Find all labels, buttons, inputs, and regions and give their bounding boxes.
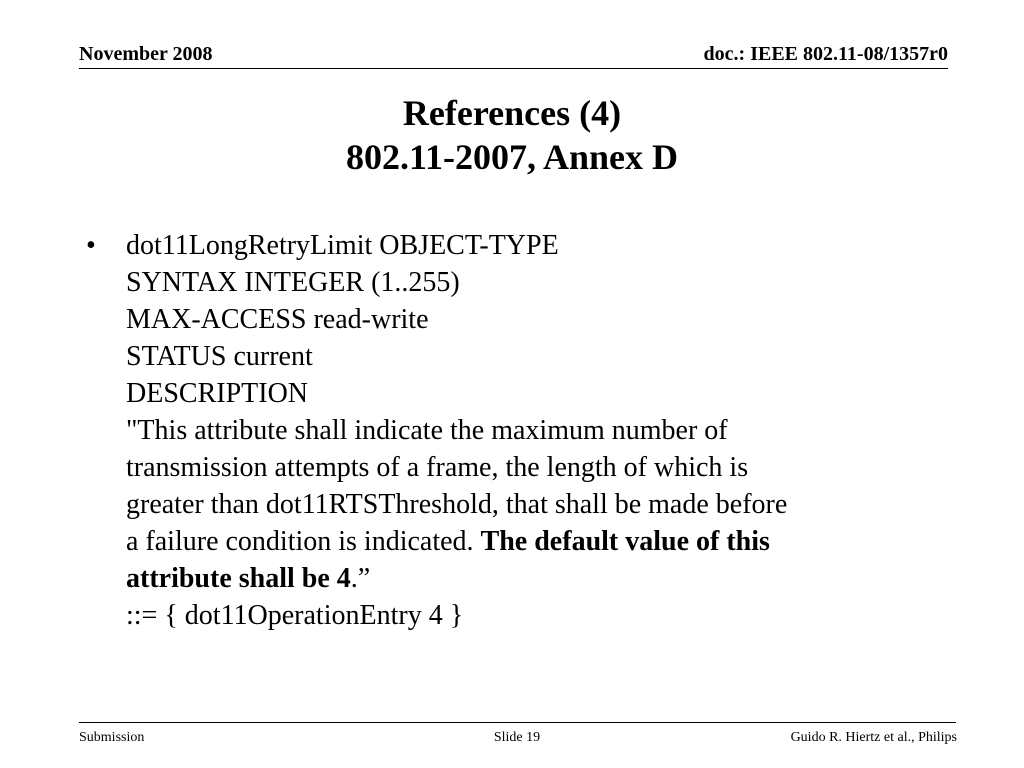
title-line-2: 802.11-2007, Annex D	[345, 137, 679, 177]
body-line-4: STATUS current	[126, 341, 313, 372]
body-line-1: dot11LongRetryLimit OBJECT-TYPE	[126, 230, 559, 261]
header-divider	[79, 68, 948, 69]
footer-author: Guido R. Hiertz et al., Philips	[790, 730, 957, 745]
body-line-10-tail: .”	[350, 563, 371, 594]
body-line-6: "This attribute shall indicate the maximum number of	[126, 415, 728, 446]
bullet-marker: •	[86, 230, 96, 261]
body-line-2: SYNTAX INTEGER (1..255)	[126, 267, 460, 298]
footer-divider	[79, 722, 956, 723]
title-line-1: References (4)	[402, 93, 622, 133]
slide-body	[86, 227, 956, 634]
footer-slide-number: Slide 19	[493, 730, 541, 745]
body-line-11: ::= { dot11OperationEntry 4 }	[126, 600, 464, 631]
bullet-item	[86, 227, 956, 634]
bullet-text	[126, 227, 956, 634]
body-line-9-normal: a failure condition is indicated.	[126, 526, 481, 557]
body-line-3: MAX-ACCESS read-write	[126, 304, 429, 335]
body-line-10-bold: attribute shall be 4	[126, 563, 351, 594]
body-line-5: DESCRIPTION	[126, 378, 309, 409]
body-line-9-bold: The default value of this	[480, 526, 770, 557]
body-line-10	[126, 560, 956, 597]
body-line-9	[126, 523, 956, 560]
body-line-8: greater than dot11RTSThreshold, that shall be made before	[126, 489, 788, 520]
header-date: November 2008	[79, 43, 213, 65]
header-doc-id: doc.: IEEE 802.11-08/1357r0	[703, 43, 948, 65]
slide-title	[0, 91, 1024, 179]
footer-submission: Submission	[79, 730, 145, 745]
body-line-7: transmission attempts of a frame, the length of which is	[126, 452, 749, 483]
